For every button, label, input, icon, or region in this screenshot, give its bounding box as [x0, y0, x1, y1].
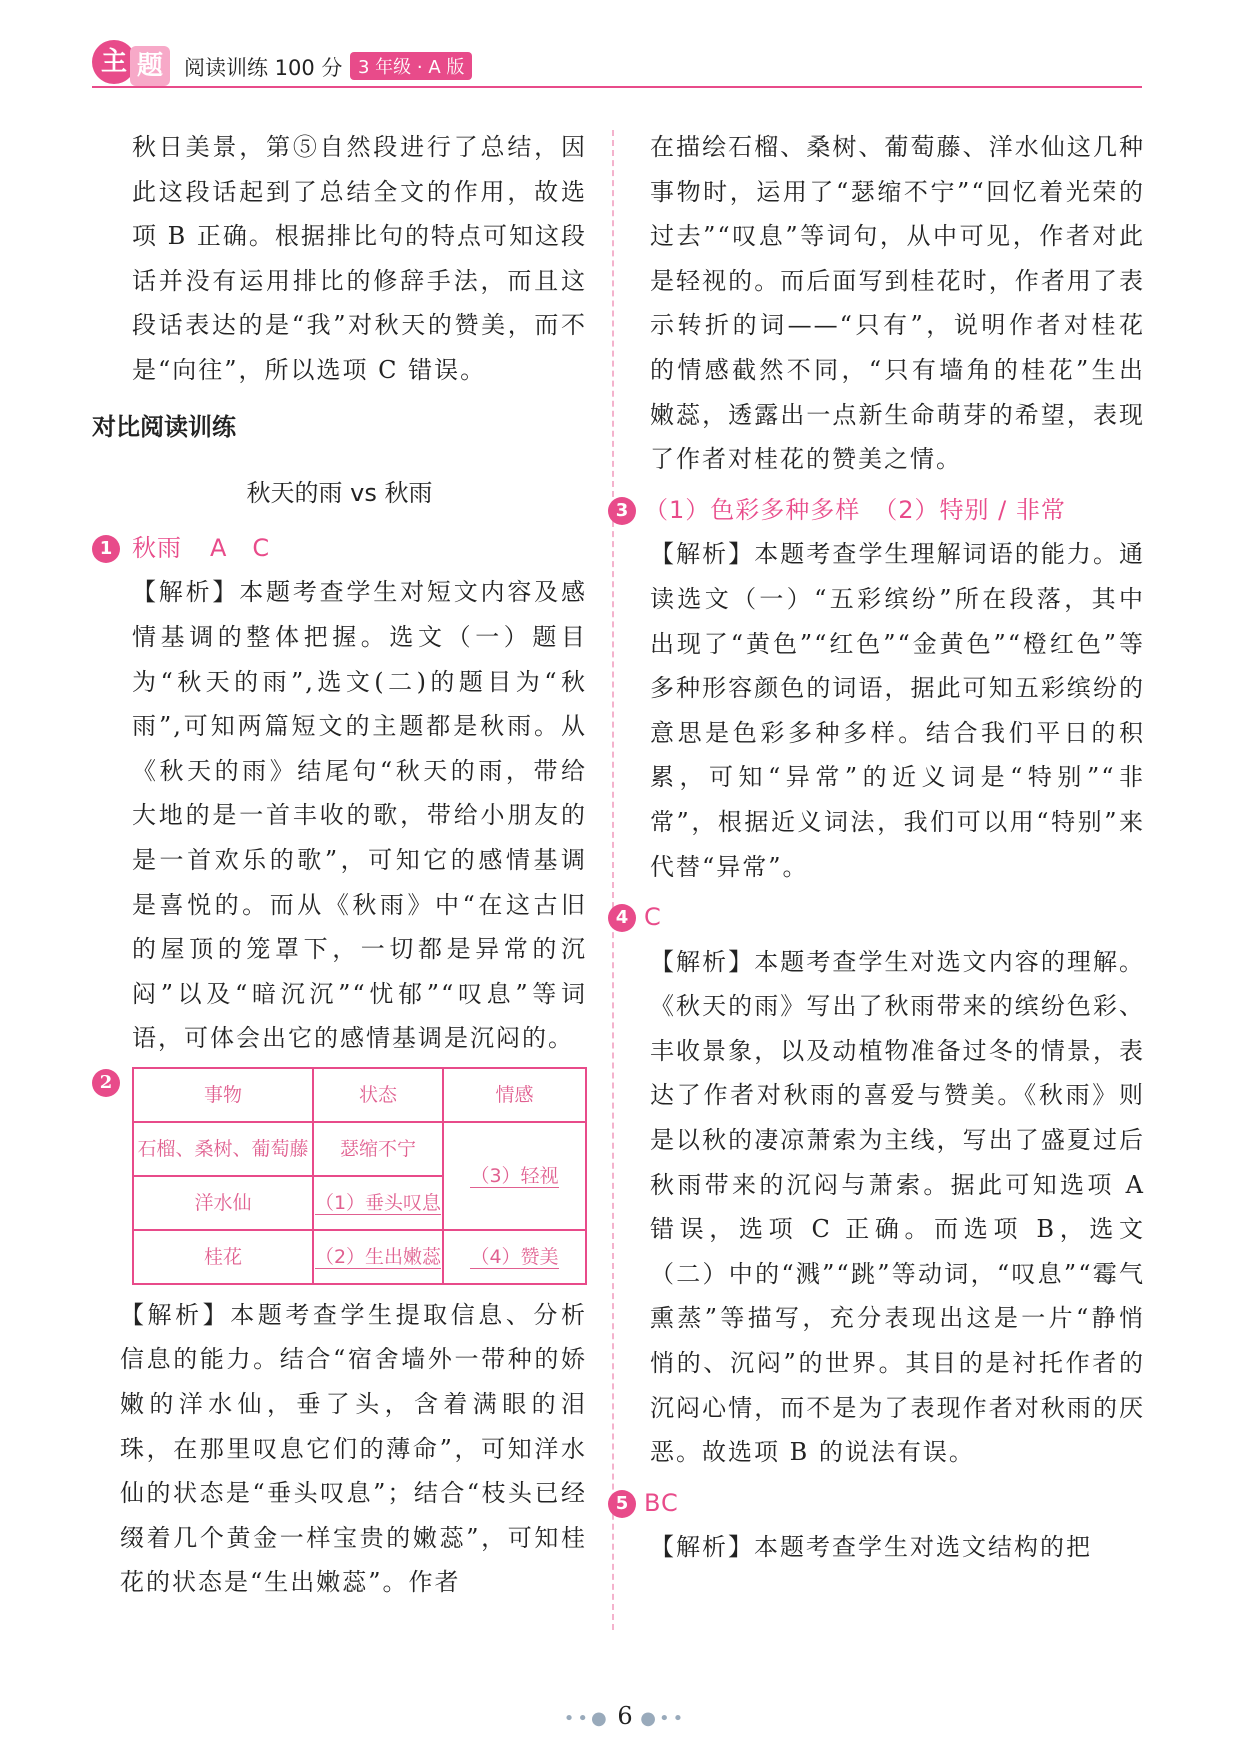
state-answer: （2）生出嫩蕊: [314, 1245, 442, 1268]
table-cell: 桂花: [133, 1230, 313, 1284]
question-1-answer: [92, 526, 587, 571]
table-header: 状态: [313, 1068, 443, 1122]
table-cell: [443, 1122, 586, 1230]
question-number-2: 2: [92, 1069, 120, 1097]
question-number-1: 1: [92, 535, 120, 563]
answer-text: （1）色彩多种多样 （2）特别 / 非常: [644, 495, 1066, 524]
question-number-3: 3: [608, 497, 636, 525]
question-2-analysis: 【解析】本题考查学生提取信息、分析信息的能力。结合“宿舍墙外一带种的娇嫩的洋水仙，垂了头，含着满眼的泪珠，在那里叹息它们的薄命”，可知洋水仙的状态是“垂头叹息”；结合“枝头已经缀着几个黄金一样宝贵的嫩蕊”，可知桂花的状态是“生出嫩蕊”。作者: [120, 1300, 587, 1597]
answer-table: [132, 1067, 587, 1285]
table-cell: [443, 1230, 586, 1284]
passage-title: 秋天的雨 vs 秋雨: [246, 479, 433, 508]
logo-char-2: 题: [130, 46, 170, 86]
page-number: 6: [617, 1702, 633, 1730]
table-header: 事物: [133, 1068, 313, 1122]
right-column: [615, 125, 1145, 1570]
grade-badge: 3 年级 · A 版: [350, 52, 472, 80]
table-cell: 石榴、桑树、葡萄藤: [133, 1122, 313, 1176]
emotion-answer: （4）赞美: [470, 1245, 559, 1268]
continued-paragraph: 秋日美景，第⑤自然段进行了总结，因此这段话起到了总结全文的作用，故选项 B 正确。根据排比句的特点可知这段话并没有运用排比的修辞手法，而且这段话表达的是“我”对秋天的赞美，而不是“向往”，所以选项 C 错误。: [132, 133, 587, 384]
question-3-analysis: 【解析】本题考查学生理解词语的能力。通读选文（一）“五彩缤纷”所在段落，其中出现了“黄色”“红色”“金黄色”“橙红色”等多种形容颜色的词语，据此可知五彩缤纷的意思是色彩多种多样。结合我们平日的积累，可知“异常”的近义词是“特别”“非常”，根据近义词法，我们可以用“特别”来代替“异常”。: [650, 540, 1145, 881]
left-column: [92, 125, 587, 1605]
footer-dots-right: ●••: [640, 1708, 687, 1729]
answer-text: BC: [644, 1488, 679, 1517]
question-2-answer: [92, 1067, 587, 1285]
question-5-analysis: 【解析】本题考查学生对选文结构的把: [650, 1533, 1092, 1562]
answer-text: C: [644, 903, 662, 932]
question-number-5: 5: [608, 1490, 636, 1518]
series-logo: [92, 40, 177, 86]
page-header: [92, 38, 1142, 90]
logo-char-1: 主: [92, 40, 136, 84]
question-4-answer: [608, 895, 1145, 940]
table-cell: 洋水仙: [133, 1176, 313, 1230]
section-heading: 对比阅读训练: [92, 412, 236, 441]
book-title: 阅读训练 100 分: [184, 56, 343, 80]
table-cell: [313, 1230, 443, 1284]
question-3-answer: [608, 488, 1145, 533]
answer-text-b: A C: [210, 533, 271, 562]
question-5-answer: [608, 1481, 1145, 1526]
footer-dots-left: ••●: [563, 1708, 610, 1729]
question-4-analysis: 【解析】本题考查学生对选文内容的理解。《秋天的雨》写出了秋雨带来的缤纷色彩、丰收景象，以及动植物准备过冬的情景，表达了作者对秋雨的喜爱与赞美。《秋雨》则是以秋的凄凉萧索为主线，写出了盛夏过后秋雨带来的沉闷与萧索。据此可知选项 A 错误，选项 C 正确。而选项 B，选文（二）中的“溅”“跳”等动词，“叹息”“霉气熏蒸”等描写，充分表现出这是一片“静悄悄的、沉闷”的世界。其目的是衬托作者的沉闷心情，而不是为了表现作者对秋雨的厌恶。故选项 B 的说法有误。: [650, 947, 1145, 1467]
table-cell: [313, 1176, 443, 1230]
question-number-4: 4: [608, 904, 636, 932]
emotion-answer: （3）轻视: [470, 1164, 559, 1187]
table-cell: 瑟缩不宁: [313, 1122, 443, 1176]
header-divider: [92, 86, 1142, 88]
column-divider: [612, 130, 614, 1630]
answer-text-a: 秋雨: [132, 533, 182, 562]
continued-analysis: 在描绘石榴、桑树、葡萄藤、洋水仙这几种事物时，运用了“瑟缩不宁”“回忆着光荣的过去”“叹息”等词句，从中可见，作者对此是轻视的。而后面写到桂花时，作者用了表示转折的词——“只有”，说明作者对桂花的情感截然不同，“只有墙角的桂花”生出嫩蕊，透露出一点新生命萌芽的希望，表现了作者对桂花的赞美之情。: [650, 133, 1145, 474]
table-header: 情感: [443, 1068, 586, 1122]
question-1-analysis: 【解析】本题考查学生对短文内容及感情基调的整体把握。选文（一）题目为“秋天的雨”,选文(二)的题目为“秋雨”,可知两篇短文的主题都是秋雨。从《秋天的雨》结尾句“秋天的雨，带给大地的是一首丰收的歌，带给小朋友的是一首欢乐的歌”，可知它的感情基调是喜悦的。而从《秋雨》中“在这古旧的屋顶的笼罩下，一切都是异常的沉闷”以及“暗沉沉”“忧郁”“叹息”等词语，可体会出它的感情基调是沉闷的。: [132, 578, 587, 1053]
state-answer: （1）垂头叹息: [314, 1191, 442, 1214]
page-footer: [0, 1702, 1250, 1730]
